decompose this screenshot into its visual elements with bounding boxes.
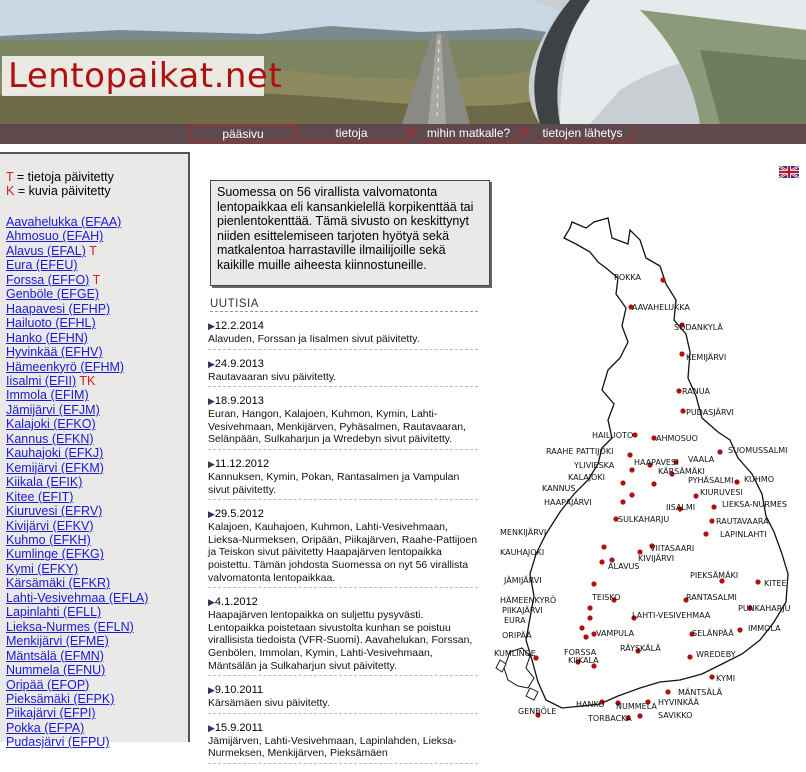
airport-list-item — [6, 316, 188, 330]
airfield-label[interactable]: KALAJOKI — [568, 473, 605, 482]
news-item — [208, 458, 478, 500]
airfield-dot[interactable] — [665, 689, 670, 694]
nav-marker: K — [409, 126, 418, 140]
airfield-label[interactable]: SELÄNPÄÄ — [692, 629, 734, 638]
news-text: Kärsämäen sivu päivitetty. — [208, 697, 330, 710]
news-text: Kalajoen, Kauhajoen, Kuhmon, Lahti-Vesivehmaan, Lieksa-Nurmeksen, Oripään, Piikajärven, Raahe-Pattijoen ja Teiskon sivut päivitetty Haapajärven lentopaikka poistettu. Tämän johdosta Suomessa on nyt 56 virallista valvomatonta lentopaikkaa. — [208, 521, 478, 584]
airport-list-item — [6, 244, 188, 258]
airfield-label[interactable]: VAMPULA — [596, 629, 635, 638]
airfield-dot[interactable] — [734, 479, 739, 484]
bullet-triangle-icon: ▶ — [208, 458, 215, 469]
news-date: ▶29.5.2012 — [208, 508, 264, 521]
airfield-label[interactable]: TORBACKA — [588, 714, 632, 723]
site-title[interactable]: Lentopaikat.net — [2, 56, 264, 96]
airfield-dot[interactable] — [587, 615, 592, 620]
airfield-label[interactable]: LAHTI-VESIVEHMAA — [632, 611, 711, 620]
airport-link[interactable]: Pokka (EFPA) — [6, 720, 85, 735]
airport-link[interactable]: Hanko (EFHN) — [6, 330, 88, 345]
airport-list-item — [6, 403, 188, 417]
news-list — [208, 320, 478, 772]
airfield-label[interactable]: HAILUOTO — [592, 431, 634, 440]
airport-link[interactable]: Piikajärvi (EFPI) — [6, 706, 96, 721]
airfield-label[interactable]: AAVAHELUKKA — [632, 303, 690, 312]
airport-list-item — [6, 345, 188, 359]
airport-list-item — [6, 229, 188, 243]
airfield-label[interactable]: LIEKSA-NURMES — [722, 500, 787, 509]
airport-link[interactable]: Kalajoki (EFKO) — [6, 417, 96, 432]
airport-link[interactable]: Hyvinkää (EFHV) — [6, 345, 103, 360]
legend-t-text: = tietoja päivitetty — [13, 170, 114, 184]
news-date: ▶15.9.2011 — [208, 721, 264, 734]
airport-link[interactable]: Ahmosuo (EFAH) — [6, 229, 104, 244]
airport-link[interactable]: Mäntsälä (EFMN) — [6, 648, 104, 663]
airfield-label[interactable]: IMMOLA — [748, 624, 781, 633]
airfield-label[interactable]: YLIVIESKA — [574, 461, 615, 470]
main-nav — [0, 124, 806, 144]
finland-airfield-map — [490, 182, 806, 732]
airport-link[interactable]: Haapavesi (EFHP) — [6, 301, 111, 316]
airfield-dot[interactable] — [679, 351, 684, 356]
bullet-triangle-icon: ▶ — [208, 358, 215, 369]
news-text: Euran, Hangon, Kalajoen, Kuhmon, Kymin, Lahti-Vesivehmaan, Menkijärven, Pyhäsalmen, Rautavaaran, Selänpään, Sulkaharjun ja Wredebyn sivut päivitetty. — [208, 408, 466, 446]
intro-box: Suomessa on 56 virallista valvomatonta lentopaikkaa eli kansankielellä korpikenttää tai pienlentokenttää. Tämä sivusto on keskittynyt niiden esittelemiseen tarjoten hyötyä sekä matkalentoa harrastaville ilmailijoille sekä kaikille muille aiheesta kiinnostuneille. — [210, 180, 490, 286]
airfield-label[interactable]: KUHMO — [744, 475, 775, 484]
airport-list-item — [6, 692, 188, 706]
news-item — [208, 684, 478, 714]
news-date: ▶24.9.2013 — [208, 357, 264, 370]
bullet-triangle-icon: ▶ — [208, 722, 215, 733]
airport-list-item — [6, 706, 188, 720]
airfield-dot[interactable] — [709, 518, 714, 523]
airfield-dot[interactable] — [629, 467, 634, 472]
airfield-label[interactable]: LAPINLAHTI — [720, 530, 767, 539]
airfield-dot[interactable] — [755, 579, 760, 584]
legend-photos-updated — [6, 184, 188, 198]
legend-t-mark: T — [6, 170, 14, 184]
airfield-label[interactable]: KIURUVESI — [700, 488, 743, 497]
airfield-label[interactable]: RAUTAVAARA — [716, 517, 769, 526]
airport-list-item — [6, 490, 188, 504]
airport-list-item — [6, 432, 188, 446]
airport-list-item — [6, 374, 188, 388]
airfield-label[interactable]: SUOMUSSALMI — [728, 446, 788, 455]
news-text: Kannuksen, Kymin, Pokan, Rantasalmen ja Vampulan sivut päivitetty. — [208, 470, 460, 496]
airfield-dot[interactable] — [693, 493, 698, 498]
airfield-label[interactable]: HANKO — [576, 700, 605, 709]
airport-list-item — [6, 649, 188, 663]
airport-link[interactable]: Hailuoto (EFHL) — [6, 316, 96, 331]
airfield-label[interactable]: VAALA — [688, 455, 715, 464]
airport-list-item — [6, 273, 188, 287]
airport-list-item — [6, 620, 188, 634]
airfield-label[interactable]: FORSSA — [564, 648, 597, 657]
nav-home[interactable]: pääsivu — [189, 125, 297, 141]
airport-link[interactable]: Alavus (EFAL) — [6, 243, 86, 258]
airfield-label[interactable]: PYHÄSALMI — [688, 476, 734, 485]
airfield-label[interactable]: KIVIJÄRVI — [638, 554, 675, 563]
airport-list-item — [6, 735, 188, 749]
airport-link[interactable]: Hämeenkyrö (EFHM) — [6, 359, 125, 374]
airport-link[interactable]: Kiikala (EFIK) — [6, 475, 83, 490]
airport-list-item — [6, 258, 188, 272]
airfield-label[interactable]: JÄMIJÄRVI — [504, 576, 542, 585]
airport-list-item — [6, 678, 188, 692]
airfield-label[interactable]: KEMIJÄRVI — [686, 353, 727, 362]
airfield-label[interactable]: PIEKSÄMÄKI — [690, 571, 739, 580]
airport-list-item — [6, 446, 188, 460]
airfield-label[interactable]: HAAPAVESI — [634, 458, 679, 467]
news-item — [208, 722, 478, 764]
legend-k-text: = kuvia päivitetty — [14, 184, 111, 198]
airport-link[interactable]: Kymi (EFKY) — [6, 561, 79, 576]
news-text: Alavuden, Forssan ja Iisalmen sivut päivitetty. — [208, 333, 420, 345]
airfield-label[interactable]: GENBÖLE — [518, 707, 557, 716]
airfield-label[interactable]: POKKA — [614, 273, 641, 282]
airport-link[interactable]: Kiuruvesi (EFRV) — [6, 504, 103, 519]
airport-link[interactable]: Kitee (EFIT) — [6, 489, 74, 504]
airport-link[interactable]: Nummela (EFNU) — [6, 663, 106, 678]
airfield-dot[interactable] — [687, 654, 692, 659]
airfield-dot[interactable] — [709, 674, 714, 679]
airport-link[interactable]: Forssa (EFFO) — [6, 272, 90, 287]
airfield-label[interactable]: SAVIKKO — [658, 711, 693, 720]
airport-list-item — [6, 388, 188, 402]
airfield-label[interactable]: HÄMEENKYRÖ — [500, 596, 557, 605]
bullet-triangle-icon: ▶ — [208, 509, 215, 520]
news-date: ▶11.12.2012 — [208, 457, 270, 470]
airfield-dot[interactable] — [676, 388, 681, 393]
airfield-dot[interactable] — [587, 605, 592, 610]
airfield-label[interactable]: TEISKO — [592, 593, 621, 602]
airfield-label[interactable]: EURA — [504, 616, 526, 625]
airfield-label[interactable]: PUDASJÄRVI — [686, 408, 734, 417]
airfield-label[interactable]: PIIKAJÄRVI — [502, 606, 543, 615]
airfield-dot[interactable] — [629, 492, 634, 497]
airfield-label[interactable]: KAUHAJOKI — [500, 548, 545, 557]
update-flag: T — [85, 243, 97, 258]
airport-link[interactable]: Kannus (EFKN) — [6, 431, 94, 446]
airfield-dot[interactable] — [651, 481, 656, 486]
sidebar — [0, 152, 190, 750]
airport-link[interactable]: Aavahelukka (EFAA) — [6, 215, 122, 229]
airport-list-item — [6, 504, 188, 518]
news-date: ▶9.10.2011 — [208, 684, 264, 697]
airport-link[interactable]: Pieksämäki (EFPK) — [6, 691, 115, 706]
airfield-dot[interactable] — [627, 452, 632, 457]
airport-link[interactable]: Genböle (EFGE) — [6, 287, 100, 302]
airfield-dot[interactable] — [601, 544, 606, 549]
airfield-dot[interactable] — [637, 713, 642, 718]
nav-info[interactable]: tietoja — [297, 125, 407, 141]
airport-list-item — [6, 417, 188, 431]
airport-link[interactable]: Kivijärvi (EFKV) — [6, 518, 94, 533]
airfield-dot[interactable] — [680, 408, 685, 413]
airport-link[interactable]: Eura (EFEU) — [6, 258, 78, 273]
news-item — [208, 395, 478, 450]
airfield-label[interactable]: WREDEBY — [696, 650, 736, 659]
airport-list-item — [6, 663, 188, 677]
airfield-label[interactable]: KÄRSÄMÄKI — [658, 467, 705, 476]
airfield-dot[interactable] — [703, 531, 708, 536]
airfield-label[interactable]: RÄYSKÄLÄ — [620, 644, 661, 653]
airport-list-item — [6, 287, 188, 301]
airport-list-item — [6, 721, 188, 735]
airport-link[interactable]: Kumlinge (EFKG) — [6, 547, 104, 562]
news-item — [208, 596, 478, 676]
airport-list — [6, 215, 188, 750]
news-item — [208, 358, 478, 388]
airport-link[interactable]: Lahti-Vesivehmaa (EFLA) — [6, 590, 149, 605]
news-text: Jämijärven, Lahti-Vesivehmaan, Lapinlahden, Lieksa-Nurmeksen, Menkijärven, Pieksämäen — [208, 734, 457, 760]
airport-link[interactable]: Kuhmo (EFKH) — [6, 532, 91, 547]
airport-list-item — [6, 331, 188, 345]
news-text: Rautavaaran sivu päivitetty. — [208, 370, 337, 383]
airport-list-item — [6, 475, 188, 489]
airport-link[interactable]: Kemijärvi (EFKM) — [6, 460, 104, 475]
airfield-label[interactable]: HAAPAJÄRVI — [544, 498, 592, 507]
airfield-label[interactable]: KIIKALA — [568, 656, 599, 665]
bullet-triangle-icon: ▶ — [208, 685, 215, 696]
airport-list-item — [6, 360, 188, 374]
news-date: ▶4.1.2012 — [208, 596, 258, 609]
airport-link[interactable]: Lapinlahti (EFLL) — [6, 605, 102, 620]
airfield-dot[interactable] — [620, 499, 625, 504]
airport-list-item — [6, 215, 188, 229]
airfield-dot[interactable] — [620, 480, 625, 485]
airport-list-item — [6, 547, 188, 561]
update-flag: T — [89, 272, 101, 287]
airport-list-item — [6, 562, 188, 576]
airfield-label[interactable]: RAAHE PATTIJOKI — [546, 447, 614, 456]
nav-marker: K — [521, 126, 530, 140]
airfield-label[interactable]: NUMMELA — [616, 702, 657, 711]
news-item — [208, 320, 478, 350]
airport-list-item — [6, 519, 188, 533]
airport-list-item — [6, 591, 188, 605]
nav-destinations[interactable]: mihin matkalle? — [420, 125, 518, 141]
airport-list-item — [6, 634, 188, 648]
legend-k-mark: K — [6, 184, 15, 198]
header-banner — [0, 0, 806, 124]
airfield-label[interactable]: RANUA — [682, 387, 711, 396]
legend-info-updated — [6, 170, 188, 184]
airport-link[interactable]: Iisalmi (EFII) — [6, 373, 77, 388]
airfield-label[interactable]: KUMLINGE — [494, 649, 536, 658]
news-date: ▶12.2.2014 — [208, 320, 264, 332]
airfield-label[interactable]: VIITASAARI — [650, 544, 695, 553]
update-flag: TK — [76, 373, 96, 388]
bullet-triangle-icon: ▶ — [208, 597, 215, 608]
news-item — [208, 508, 478, 588]
uk-flag-icon[interactable] — [779, 166, 799, 178]
airfield-label[interactable]: SODANKYLÄ — [674, 323, 723, 332]
airfield-dot[interactable] — [599, 559, 604, 564]
airfield-label[interactable]: KYMI — [716, 674, 736, 683]
airport-link[interactable]: Oripää (EFOP) — [6, 677, 90, 692]
airfield-dot[interactable] — [591, 581, 596, 586]
airfield-dot[interactable] — [583, 634, 588, 639]
airport-link[interactable]: Kauhajoki (EFKJ) — [6, 446, 104, 461]
nav-submit[interactable]: tietojen lähetys — [532, 125, 634, 141]
airfield-label[interactable]: MENKIJÄRVI — [500, 528, 547, 537]
airfield-label[interactable]: KITEE — [764, 579, 787, 588]
airport-link[interactable]: Lieksa-Nurmes (EFLN) — [6, 619, 134, 634]
airport-link[interactable]: Pudasjärvi (EFPU) — [6, 735, 110, 750]
airfield-dot[interactable] — [711, 504, 716, 509]
airport-list-item — [6, 576, 188, 590]
airfield-label[interactable]: HYVINKÄÄ — [658, 698, 699, 707]
airfield-dot[interactable] — [717, 449, 722, 454]
airport-list-item — [6, 533, 188, 547]
airport-link[interactable]: Jämijärvi (EFJM) — [6, 402, 100, 417]
airfield-label[interactable]: KANNUS — [542, 484, 576, 493]
airfield-label[interactable]: ORIPÄÄ — [502, 631, 532, 640]
airfield-label[interactable]: MÄNTSÄLÄ — [678, 688, 723, 697]
airfield-label[interactable]: PUNKAHARJU — [738, 604, 791, 613]
bullet-triangle-icon: ▶ — [208, 396, 215, 407]
news-date: ▶18.9.2013 — [208, 395, 264, 408]
airfield-label[interactable]: ALAVUS — [608, 562, 640, 571]
airport-list-item — [6, 302, 188, 316]
airport-list-item — [6, 605, 188, 619]
airport-link[interactable]: Immola (EFIM) — [6, 388, 89, 403]
airfield-label[interactable]: RANTASALMI — [686, 593, 737, 602]
airfield-dot[interactable] — [737, 627, 742, 632]
airport-link[interactable]: Menkijärvi (EFME) — [6, 634, 109, 649]
airfield-dot[interactable] — [660, 277, 665, 282]
airfield-dot[interactable] — [579, 625, 584, 630]
airfield-label[interactable]: SULKAHARJU — [618, 515, 670, 524]
airport-list-item — [6, 461, 188, 475]
news-heading: UUTISIA — [210, 298, 478, 312]
airfield-label[interactable]: IISALMI — [666, 503, 696, 512]
airport-link[interactable]: Kärsämäki (EFKR) — [6, 576, 111, 591]
news-text: Haapajärven lentopaikka on suljettu pysyvästi. Lentopaikka poistetaan sivustolta kunhan se poistuu virallisista tiedoista (VFR-Suomi). Aavahelukan, Forssan, Genbölen, Immolan, Kymin, Lahti-Vesivehmaan, Mäntsälän ja Sulkaharjun sivut päivitetty. — [208, 609, 473, 672]
bullet-triangle-icon: ▶ — [208, 321, 215, 331]
airfield-label[interactable]: AHMOSUO — [656, 434, 698, 443]
